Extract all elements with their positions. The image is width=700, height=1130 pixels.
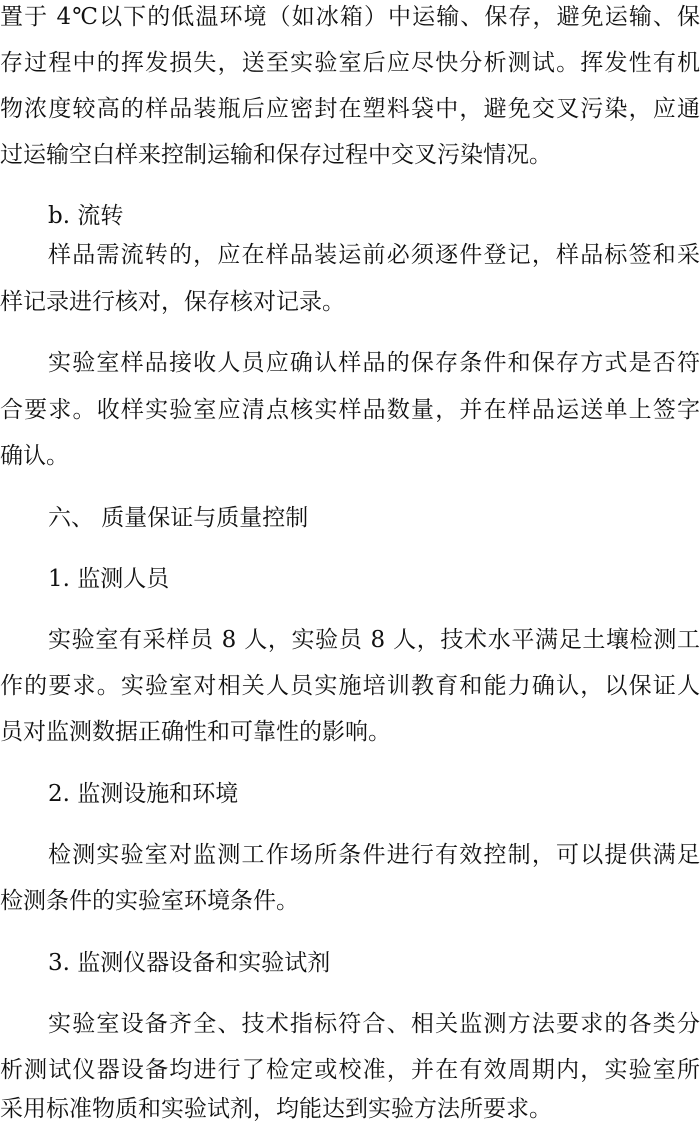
paragraph-line: 析测试仪器设备均进行了检定或校准，并在有效周期内，实验室所: [0, 1057, 700, 1083]
section-heading-3: 3. 监测仪器设备和实验试剂: [48, 950, 331, 976]
paragraph-line: 物浓度较高的样品装瓶后应密封在塑料袋中，避免交叉污染，应通: [0, 96, 700, 122]
paragraph-line: 员对监测数据正确性和可靠性的影响。: [0, 719, 391, 745]
paragraph-line: 确认。: [0, 443, 69, 469]
paragraph-line: 实验室样品接收人员应确认样品的保存条件和保存方式是否符: [48, 350, 700, 376]
section-heading-b: b. 流转: [48, 203, 124, 229]
section-heading-six: 六、 质量保证与质量控制: [48, 505, 309, 531]
section-heading-2: 2. 监测设施和环境: [48, 781, 239, 807]
paragraph-line: 样记录进行核对，保存核对记录。: [0, 289, 345, 315]
paragraph-line: 合要求。收样实验室应清点核实样品数量，并在样品运送单上签字: [0, 397, 700, 423]
paragraph-line: 实验室设备齐全、技术指标符合、相关监测方法要求的各类分: [48, 1011, 700, 1037]
section-heading-1: 1. 监测人员: [48, 566, 170, 592]
paragraph-line: 采用标准物质和实验试剂，均能达到实验方法所要求。: [0, 1096, 552, 1122]
paragraph-line: 实验室有采样员 8 人，实验员 8 人，技术水平满足土壤检测工: [48, 627, 700, 653]
paragraph-line: 过运输空白样来控制运输和保存过程中交叉污染情况。: [0, 142, 552, 168]
paragraph-line: 作的要求。实验室对相关人员实施培训教育和能力确认，以保证人: [0, 673, 700, 699]
paragraph-line: 检测实验室对监测工作场所条件进行有效控制，可以提供满足: [48, 842, 700, 868]
paragraph-line: 置于 4℃以下的低温环境（如冰箱）中运输、保存，避免运输、保: [0, 4, 700, 30]
paragraph-line: 检测条件的实验室环境条件。: [0, 888, 299, 914]
paragraph-line: 样品需流转的，应在样品装运前必须逐件登记，样品标签和采: [48, 242, 700, 268]
paragraph-line: 存过程中的挥发损失，送至实验室后应尽快分析测试。挥发性有机: [0, 50, 700, 76]
